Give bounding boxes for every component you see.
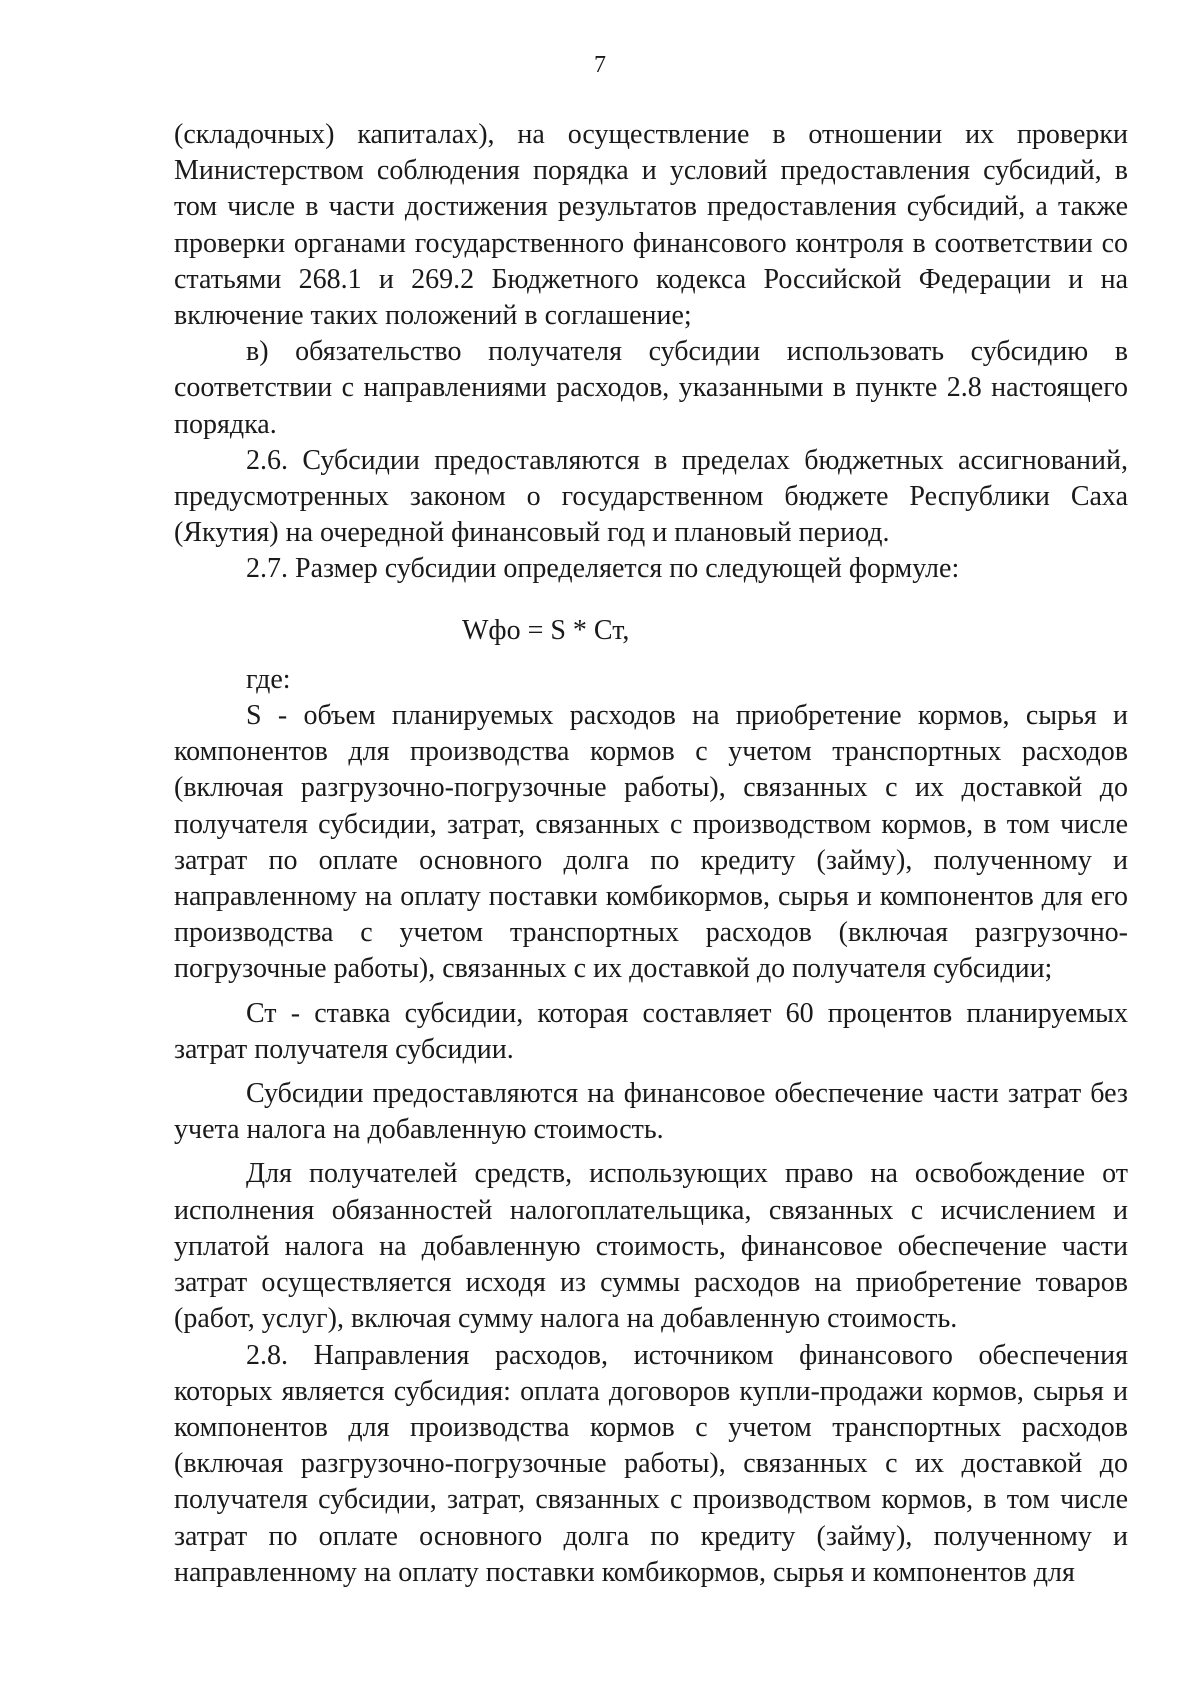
- paragraph-2-6: 2.6. Субсидии предоставляются в пределах бюджетных ассигнований, предусмотренных законом о государственном бюджете Республики Саха (Якутия) на очередной финансовый год и плановый период.: [174, 444, 1128, 549]
- paragraph-vat-exempt: Для получателей средств, использующих право на освобождение от исполнения обязанностей налогоплательщика, связанных с исчислением и уплатой налога на добавленную стоимость, финансовое обеспечение части затрат осуществляется исходя из суммы расходов на приобретение товаров (работ, услуг), включая сумму налога на добавленную стоимость.: [174, 1158, 1128, 1335]
- paragraph-continuation: (складочных) капиталах), на осуществление в отношении их проверки Министерством соблюдения порядка и условий предоставления субсидий, в том числе в части достижения результатов предоставления субсидий, а также проверки органами государственного финансового контроля в соответствии со статьями 268.1 и 269.2 Бюджетного кодекса Российской Федерации и на включение таких положений в соглашение;: [174, 119, 1128, 332]
- paragraph-st-definition: Ст - ставка субсидии, которая составляет 60 процентов планируемых затрат получателя субсидии.: [174, 997, 1128, 1065]
- subsidy-formula: Wфо = S * Ст,: [462, 614, 630, 646]
- paragraph-where: где:: [246, 663, 291, 695]
- paragraph-item-v: в) обязательство получателя субсидии использовать субсидию в соответствии с направлениями расходов, указанными в пункте 2.8 настоящего порядка.: [174, 336, 1128, 440]
- paragraph-2-8: 2.8. Направления расходов, источником финансового обеспечения которых является субсидия: оплата договоров купли-продажи кормов, сырья и компонентов для производства кормов с учетом транспортных расходов (включая разгрузочно-погрузочные работы), связанных с их доставкой до получателя субсидии, затрат, связанных с производством кормов, в том числе затрат по оплате основного долга по кредиту (займу), полученному и направленному на оплату поставки комбикормов, сырья и компонентов для: [174, 1339, 1128, 1588]
- paragraph-2-7: 2.7. Размер субсидии определяется по следующей формуле:: [246, 553, 960, 585]
- document-body: [174, 117, 1128, 1591]
- page-number: 7: [594, 52, 606, 78]
- paragraph-s-definition: S - объем планируемых расходов на приобретение кормов, сырья и компонентов для производства кормов с учетом транспортных расходов (включая разгрузочно-погрузочные работы), связанных с их доставкой до получателя субсидии, затрат, связанных с производством кормов, в том числе затрат по оплате основного долга по кредиту (займу), полученному и направленному на оплату поставки комбикормов, сырья и компонентов для его производства с учетом транспортных расходов (включая разгрузочно-погрузочные работы), связанных с их доставкой до получателя субсидии;: [174, 700, 1128, 985]
- paragraph-vat-exclusion: Субсидии предоставляются на финансовое обеспечение части затрат без учета налога на добавленную стоимость.: [174, 1078, 1128, 1146]
